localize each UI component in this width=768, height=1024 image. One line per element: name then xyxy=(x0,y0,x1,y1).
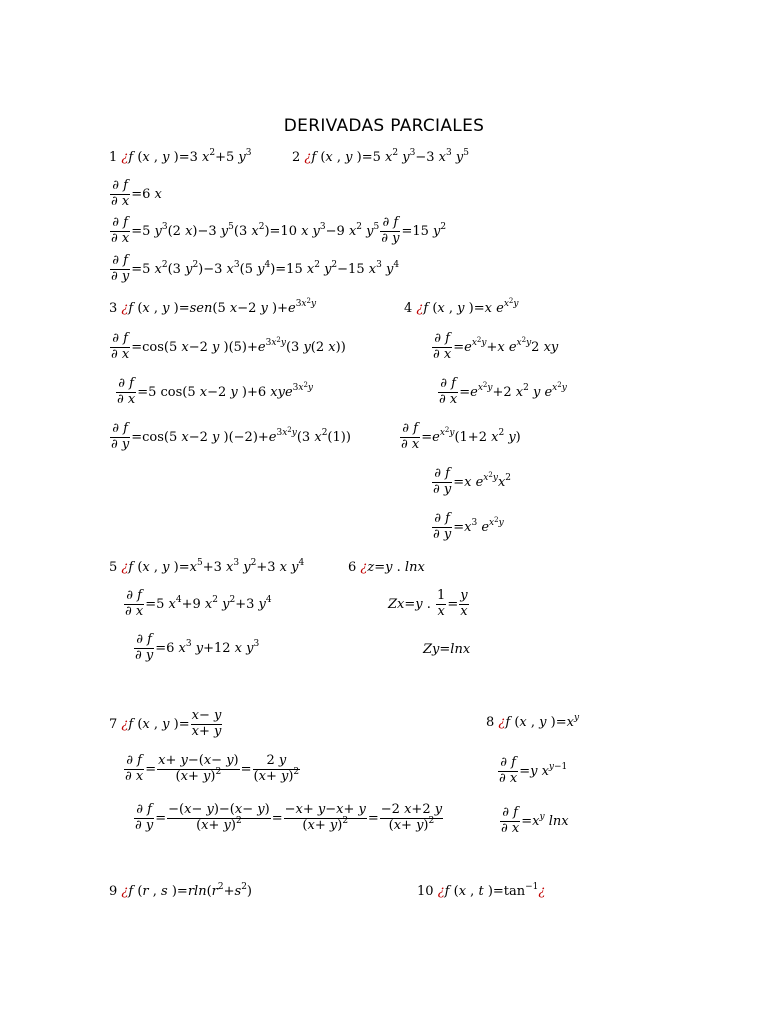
problem-3: 3 ¿f (x , y )=sen(5 x−2 y )$+e^{3x^2y}$ xyxy=(109,297,317,316)
p5-dfdy: $\frac{\partial f}{\partial y}$ =6 $x^3$ y+12 x $y^3$ xyxy=(135,632,260,663)
p4-dfdx-step3: $\frac{\partial f}{\partial x}$ $=e^{x^2y}(1+2$ $x^2$ y) xyxy=(401,421,521,452)
problem-9: 9 ¿f (r , s )$=rln(r^2+s^2)$ xyxy=(109,882,252,899)
p2-dfdy: $\frac{\partial f}{\partial y}$ =5 $x^2(3$ $y^2)-3$ $x^3(5$ $y^4)=15$ $x^2$ $y^2-15$ $x^3$ $y^4$ xyxy=(111,253,400,284)
p2-dfdx: $\frac{\partial f}{\partial x}$ =5 $y^3(2$ x)−3 $y^5(3$ $x^2)=10$ x $y^3-9$ $x^2$ $y^5$ $\frac{\partial f}{\partial y}$ =15 $y^2$ xyxy=(111,215,447,246)
p6-zy: Zy=lnx xyxy=(423,642,471,657)
p7-dfdy: $\frac{\partial f}{\partial y}$ = $\frac{-(x- y)-(x- y)}{(x+ y)^2}$ = $\frac{-x+ y-x+ y}{(x+ y)^2}$ = $\frac{-2 x+2 y}{(x+ y)^2}$ xyxy=(135,802,443,833)
p8-dfdy: $\frac{\partial f}{\partial x}$ $=x^y$ lnx xyxy=(501,805,569,836)
p4-dfdx-step2: $\frac{\partial f}{\partial x}$ $=e^{x^2y}+2$ $x^2$ y $e^{x^2y}$ xyxy=(439,376,567,407)
p1-dfdx: $\frac{\partial f}{\partial x}$ =6 x xyxy=(111,178,162,209)
problem-1: 1 ¿f (x , y )=3 $x^2+5$ $y^3$ xyxy=(109,148,252,165)
p4-dfdy: $\frac{\partial f}{\partial y}$ =x $e^{x^2y}x^2$ xyxy=(433,466,512,497)
problem-4: 4 ¿f (x , y )=x $e^{x^2y}$ xyxy=(404,297,519,316)
p3-dfdx: $\frac{\partial f}{\partial x}$ =cos(5 x−2 y )$(5)+e^{3x^2y}(3$ y(2 x)) xyxy=(111,331,346,362)
problem-6: 6 ¿z=y . lnx xyxy=(348,560,425,575)
p3-dfdx-simplified: $\frac{\partial f}{\partial x}$ =5 cos(5 x−2 y )+6 xye$^{3x^2y}$ xyxy=(117,376,314,407)
p8-dfdx: $\frac{\partial f}{\partial x}$ =y $x^{y-1}$ xyxy=(499,755,568,786)
problem-10: 10 ¿f (x , t )$=\tan^{-1}¿$ xyxy=(417,882,546,899)
p7-dfdx: $\frac{\partial f}{\partial x}$ = $\frac{x+ y-(x- y)}{(x+ y)^2}$ = $\frac{2 y}{(x+ y)^2}$ xyxy=(125,753,300,784)
problem-8: 8 ¿f (x , y )$=x^y$ xyxy=(486,713,580,730)
problem-7: 7 ¿f (x , y )= $\frac{x- y}{x+ y}$ xyxy=(109,708,222,739)
page-title: DERIVADAS PARCIALES xyxy=(283,116,485,136)
p4-dfdx: $\frac{\partial f}{\partial x}$ $=e^{x^2y}+x$ $e^{x^2y}2$ xy xyxy=(433,331,559,362)
p6-zx: Zx=y . $\frac{1}{x}$ = $\frac{y}{x}$ xyxy=(388,588,468,619)
problem-2: 2 ¿f (x , y )=5 $x^2$ $y^3-3$ $x^3$ $y^5$ xyxy=(292,148,469,165)
p3-dfdy: $\frac{\partial f}{\partial y}$ =cos(5 x−2 y )$(-2)+e^{3x^2y}(3$ $x^2(1)$) xyxy=(111,421,351,452)
p5-dfdx: $\frac{\partial f}{\partial x}$ =5 $x^4+9$ $x^2$ $y^2+3$ $y^4$ xyxy=(125,588,272,619)
p4-dfdy-simplified: $\frac{\partial f}{\partial y}$ $=x^3$ $e^{x^2y}$ xyxy=(433,511,504,542)
problem-5: 5 ¿f (x , y )$=x^5+3$ $x^3$ $y^2+3$ x $y^4$ xyxy=(109,558,305,575)
